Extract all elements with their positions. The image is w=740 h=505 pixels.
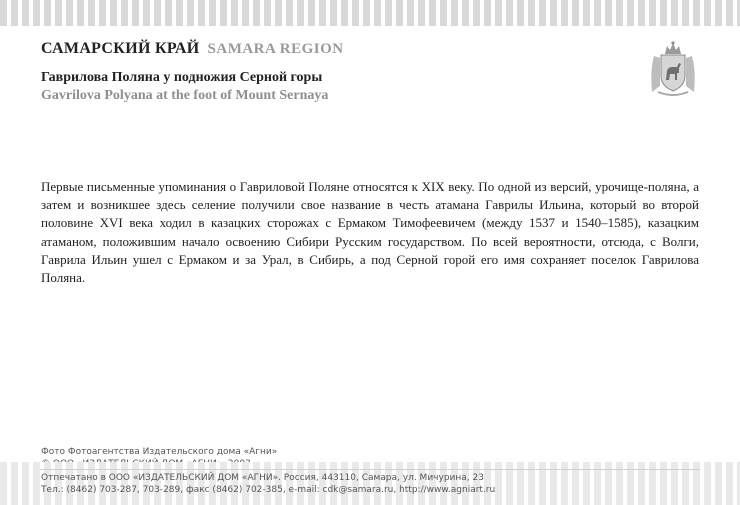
postcard-title-ru: Гаврилова Поляна у подножия Серной горы xyxy=(41,70,323,85)
region-title-ru: САМАРСКИЙ КРАЙ xyxy=(41,40,200,57)
printer-address-line: Отпечатано в ООО «ИЗДАТЕЛЬСКИЙ ДОМ «АГНИ». Россия, 443110, Самара, ул. Мичурина, 23 xyxy=(41,473,484,483)
decorative-stripe-top xyxy=(0,0,740,26)
description-paragraph: Первые письменные упоминания о Гавриловой Поляне относятся к XIX веку. По одной из версий, урочище-поляна, а затем и возникшее здесь селение получили свое название в честь атамана Гаврилы Ильина, который во второй половине XVI века ходил в казацких сторожах с Ермаком Тимофеевичем (между 1537 и 1540–1585), казацким атаманом, положившим начало освоению Сибири Русским государством. По всей вероятности, отсюда, с Волги, Гаврила Ильин ушел с Ермаком и за Урал, в Сибирь, а под Серной горой его имя сохраняет поселок Гаврилова Поляна. xyxy=(41,179,699,286)
region-title-en: SAMARA REGION xyxy=(207,41,344,57)
photo-credit-line: Фото Фотоагентства Издательского дома «Агни» xyxy=(41,447,278,457)
samara-coat-of-arms-icon xyxy=(648,40,698,98)
postcard-title-en: Gavrilova Polyana at the foot of Mount Sernaya xyxy=(41,88,329,103)
printer-info xyxy=(41,472,495,496)
region-heading xyxy=(41,40,344,58)
footer-divider xyxy=(40,469,700,470)
printer-contacts-line: Тел.: (8462) 703-287, 703-289, факс (8462) 702-385, e-mail: cdk@samara.ru, http://www.agniart.ru xyxy=(41,485,496,495)
